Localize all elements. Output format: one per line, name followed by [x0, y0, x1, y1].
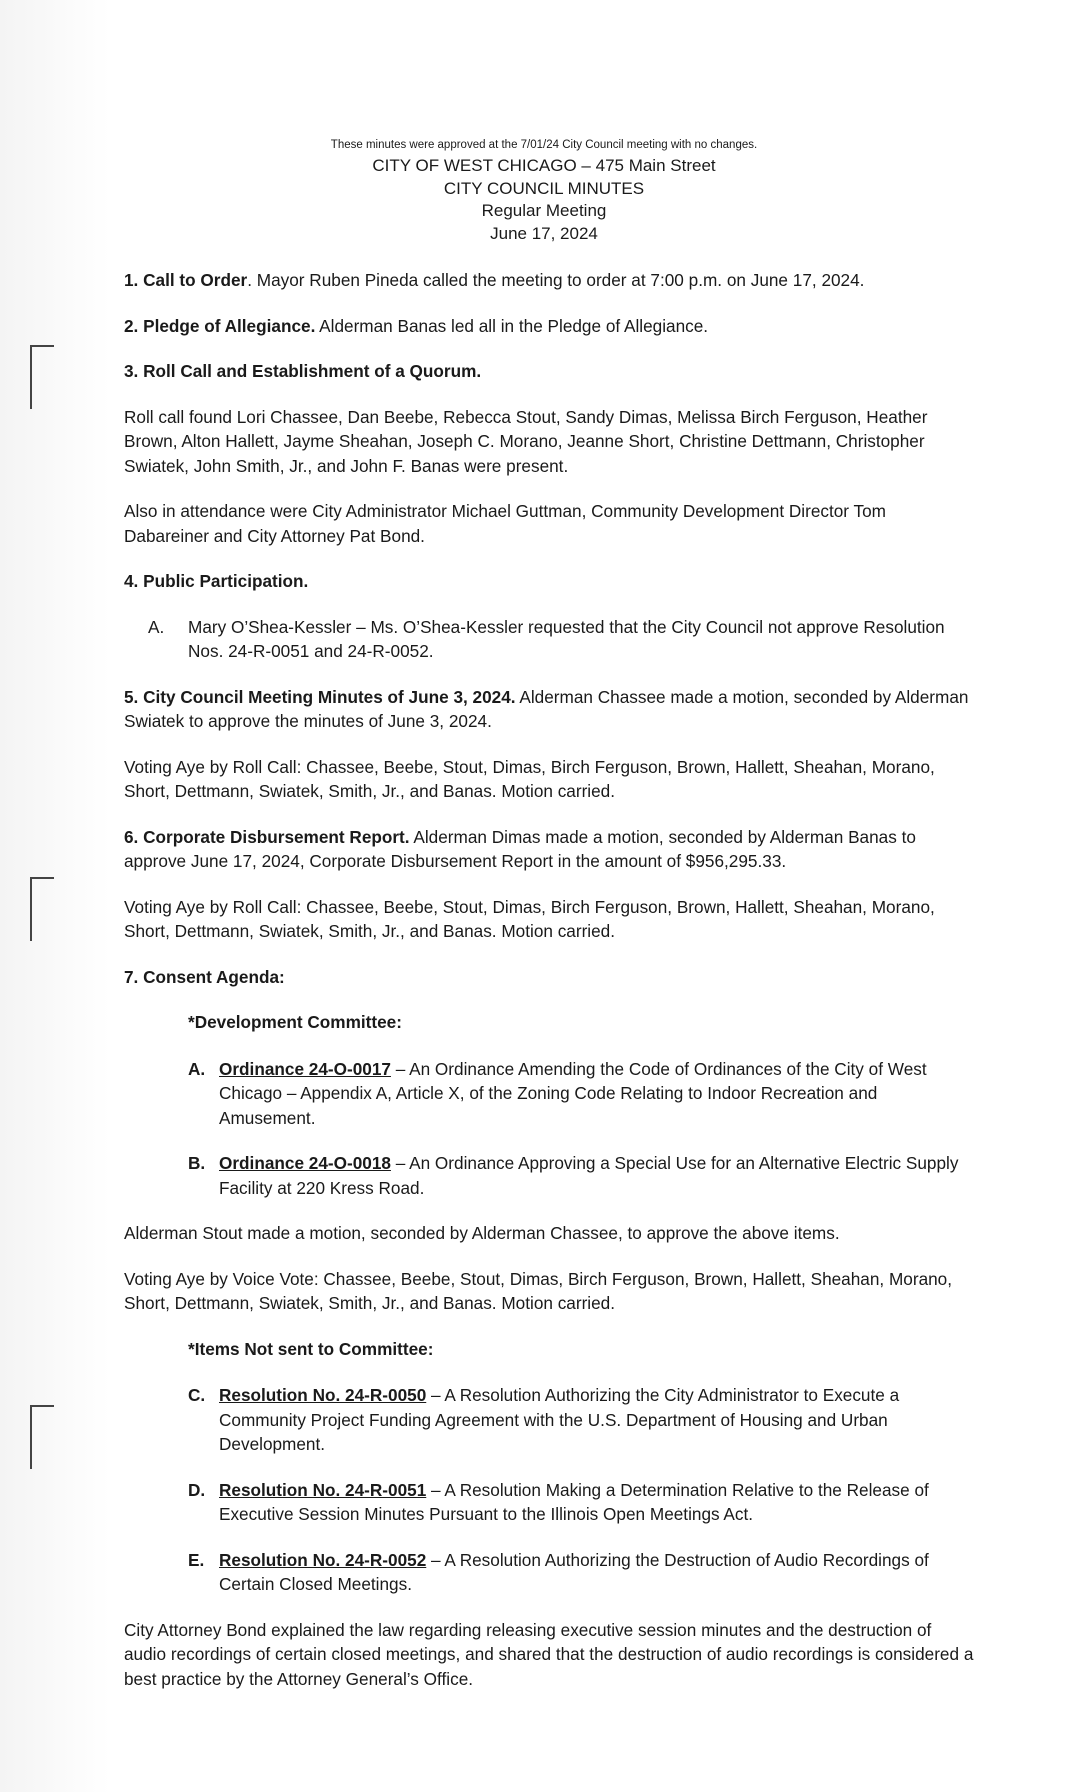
item-title: Resolution No. 24-R-0050 — [219, 1385, 427, 1405]
public-participation-item — [124, 615, 974, 664]
meeting-type: Regular Meeting — [481, 201, 607, 220]
section-pledge — [124, 314, 974, 339]
closing-paragraph: City Attorney Bond explained the law regarding releasing executive session minutes and the destruction of audio recordings of certain closed meetings, and shared that the destruction of audio recordings is considered a best practice by the Attorney General’s Office. — [124, 1619, 974, 1689]
scan-edge-shading — [0, 0, 110, 1792]
binding-mark — [30, 345, 54, 409]
vote-record: Voting Aye by Roll Call: Chassee, Beebe, Stout, Dimas, Birch Ferguson, Brown, Hallett, Sheahan, Morano, Short, Dettmann, Swiatek, Smith, Jr., and Banas. Motion carried. — [124, 756, 935, 801]
section-text: . Mayor Ruben Pineda called the meeting to order at 7:00 p.m. on June 17, 2024. — [247, 270, 865, 290]
binding-mark — [30, 877, 54, 941]
item-text: – An Ordinance Amending the Code of Ordinances of the City of West Chicago – Appendix A, Article X, of the Zoning Code Relating to Indoor Recreation and Amusement. — [219, 1058, 927, 1128]
section-text: Alderman Banas led all in the Pledge of Allegiance. — [315, 315, 709, 336]
section-text: Alderman Dimas made a motion, seconded by Alderman Banas to approve June 17, 2024, Corporate Disbursement Report in the amount of $956,295.33. — [124, 826, 916, 871]
item-title: Ordinance 24-O-0018 — [219, 1153, 391, 1173]
section-heading: 5. City Council Meeting Minutes of June 3, 2024. — [124, 686, 516, 707]
agenda-item — [124, 1151, 974, 1200]
item-title: Resolution No. 24-R-0052 — [219, 1549, 427, 1570]
motion-text: Alderman Stout made a motion, seconded by Alderman Chassee, to approve the above items. — [124, 1223, 840, 1243]
city-address-line: CITY OF WEST CHICAGO – 475 Main Street — [372, 156, 716, 175]
document-header — [0, 139, 1088, 245]
not-sent-to-committee-heading: *Items Not sent to Committee: — [188, 1338, 434, 1359]
item-letter: A. — [188, 1058, 206, 1079]
section-heading: 1. Call to Order — [124, 270, 248, 290]
development-committee-heading: *Development Committee: — [188, 1012, 402, 1032]
item-title: Ordinance 24-O-0017 — [219, 1058, 391, 1079]
item-text: – A Resolution Making a Determination Relative to the Release of Executive Session Minutes Pursuant to the Illinois Open Meetings Act. — [219, 1479, 929, 1524]
binding-mark — [30, 1405, 54, 1469]
section-heading-public-participation: 4. Public Participation. — [124, 571, 309, 591]
document-title: CITY COUNCIL MINUTES — [443, 178, 645, 198]
section-disbursement-report — [124, 825, 974, 874]
item-letter: C. — [188, 1385, 206, 1405]
item-text: Mary O’Shea-Kessler – Ms. O’Shea-Kessler requested that the City Council not approve Resolution Nos. 24-R-0051 and 24-R-0052. — [188, 616, 945, 661]
roll-call-text: Roll call found Lori Chassee, Dan Beebe, Rebecca Stout, Sandy Dimas, Melissa Birch Ferguson, Heather Brown, Alton Hallett, Jayme Sheahan, Joseph C. Morano, Jeanne Short, Christine Dettmann, Christopher Swiatek, John Smith, Jr., and John F. Banas were present. — [124, 406, 928, 476]
meeting-date: June 17, 2024 — [490, 223, 598, 243]
section-heading-roll-call: 3. Roll Call and Establishment of a Quorum. — [124, 361, 482, 381]
section-heading: 2. Pledge of Allegiance. — [124, 315, 316, 336]
vote-record: Voting Aye by Voice Vote: Chassee, Beebe, Stout, Dimas, Birch Ferguson, Brown, Hallett, Sheahan, Morano, Short, Dettmann, Swiatek, Smith, Jr., and Banas. Motion carried. — [124, 1268, 953, 1313]
agenda-item — [124, 1057, 974, 1131]
vote-record: Voting Aye by Roll Call: Chassee, Beebe, Stout, Dimas, Birch Ferguson, Brown, Hallett, Sheahan, Morano, Short, Dettmann, Swiatek, Smith, Jr., and Banas. Motion carried. — [124, 896, 935, 941]
item-letter: B. — [188, 1153, 206, 1173]
section-text: Alderman Chassee made a motion, seconded by Alderman Swiatek to approve the minutes of June 3, 2024. — [124, 686, 969, 731]
section-heading-consent-agenda: 7. Consent Agenda: — [124, 966, 285, 987]
section-call-to-order — [124, 268, 974, 293]
item-letter: D. — [188, 1479, 206, 1500]
agenda-item — [124, 1548, 974, 1597]
section-minutes-approval — [124, 685, 974, 734]
approval-note: These minutes were approved at the 7/01/24 City Council meeting with no changes. — [330, 139, 758, 151]
item-letter: E. — [188, 1549, 205, 1570]
minutes-body — [124, 268, 974, 1712]
item-text: – A Resolution Authorizing the Destruction of Audio Recordings of Certain Closed Meetings. — [219, 1549, 929, 1594]
agenda-item — [124, 1383, 974, 1457]
item-text: – An Ordinance Approving a Special Use for an Alternative Electric Supply Facility at 220 Kress Road. — [219, 1153, 959, 1198]
section-heading: 6. Corporate Disbursement Report. — [124, 826, 410, 847]
item-letter: A. — [148, 616, 165, 637]
agenda-item — [124, 1478, 974, 1527]
item-title: Resolution No. 24-R-0051 — [219, 1479, 427, 1500]
attendance-text: Also in attendance were City Administrator Michael Guttman, Community Development Director Tom Dabareiner and City Attorney Pat Bond. — [124, 501, 886, 546]
item-text: – A Resolution Authorizing the City Administrator to Execute a Community Project Funding Agreement with the U.S. Department of Housing and Urban Development. — [219, 1385, 900, 1454]
